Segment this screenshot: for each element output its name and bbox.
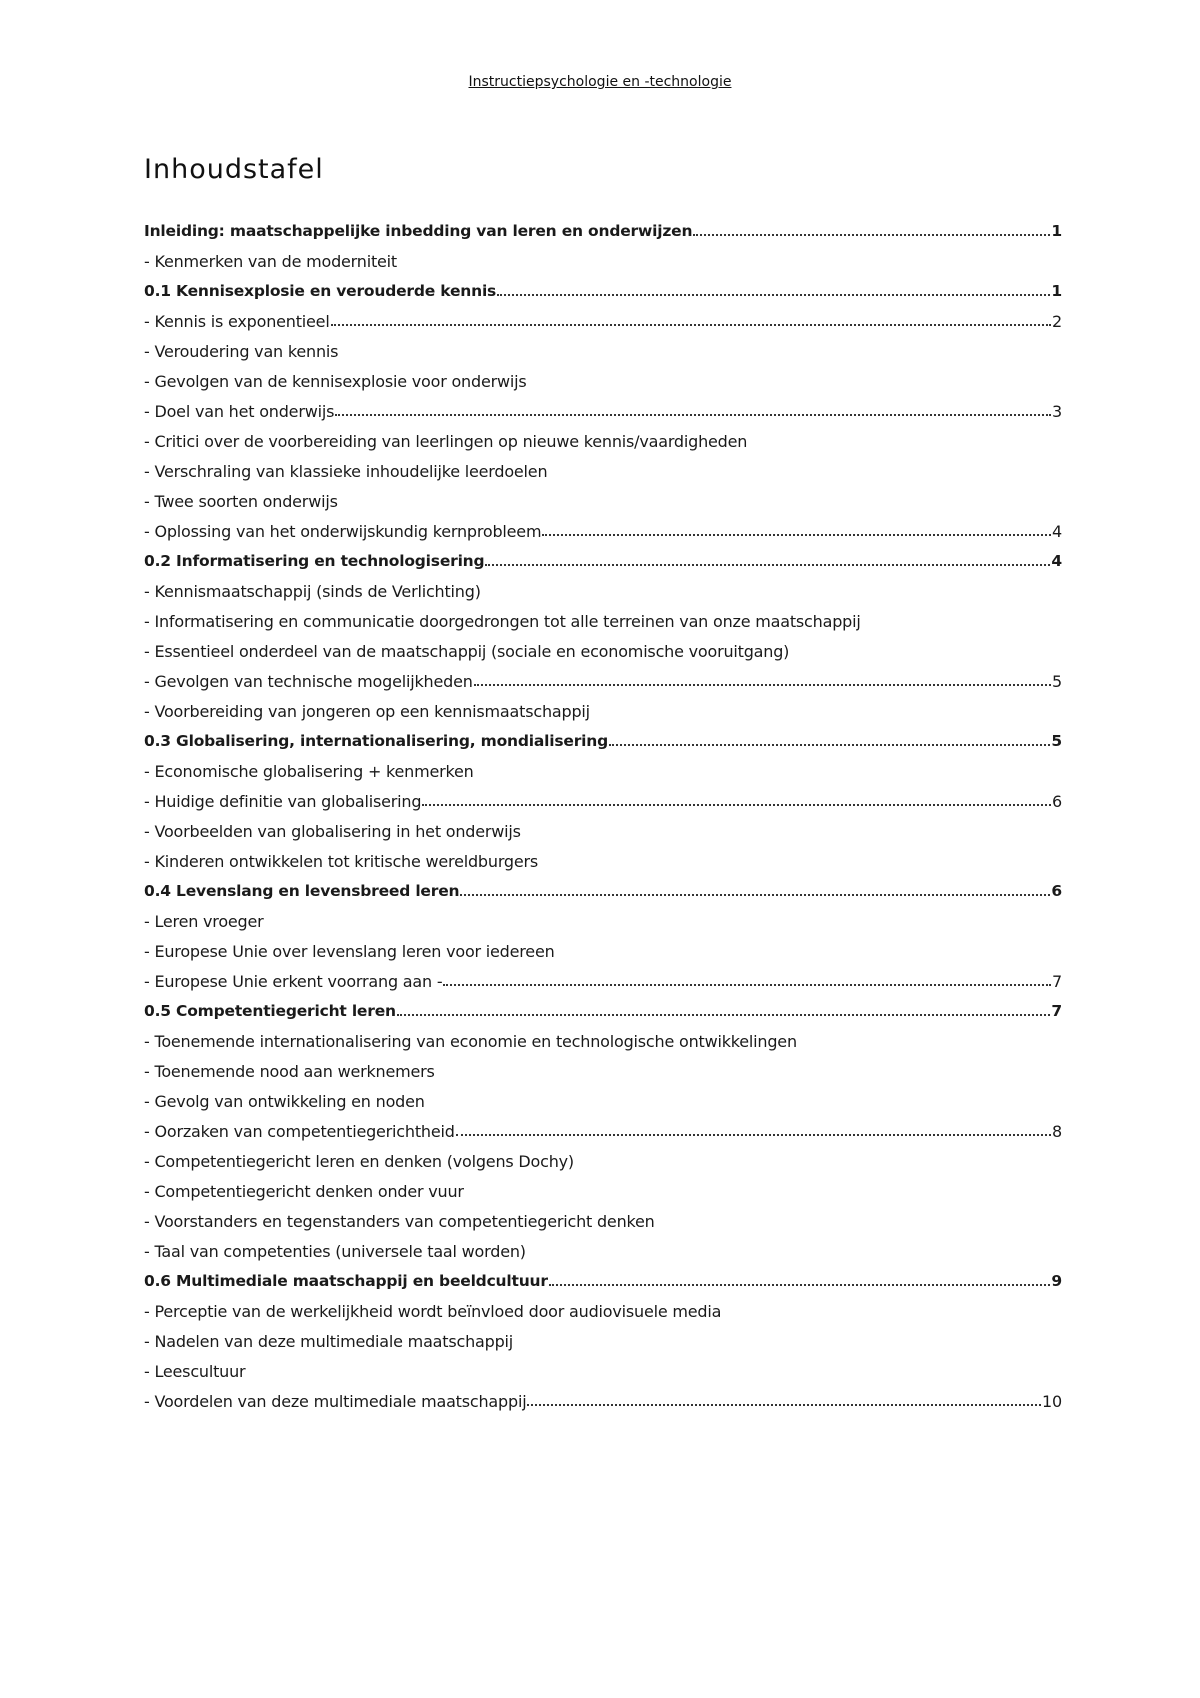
toc-subentry[interactable] [144,1116,1062,1146]
toc-entry-text: - Economische globalisering + kenmerken [144,761,474,781]
toc-subentry[interactable] [144,1026,1062,1056]
toc-entry-text: - Doel van het onderwijs [144,401,335,421]
toc-entry-text: - Oorzaken van competentiegerichtheid [144,1121,455,1141]
toc-entry-text: - Taal van competenties (universele taal worden) [144,1241,526,1261]
toc-entry-text: - Europese Unie erkent voorrang aan - [144,971,443,991]
toc-page-number: 5 [1052,671,1062,691]
toc-entry-text: Inleiding: maatschappelijke inbedding van leren en onderwijzen [144,222,693,240]
toc-page-number: 7 [1052,971,1062,991]
toc-subentry[interactable] [144,1086,1062,1116]
toc-entry-text: - Gevolgen van technische mogelijkheden [144,671,473,691]
toc-subentry[interactable] [144,246,1062,276]
toc-subentry[interactable] [144,606,1062,636]
toc-page-number: 4 [1051,552,1062,570]
toc-subentry[interactable] [144,846,1062,876]
toc-dot-leader [474,668,1051,686]
toc-heading-entry[interactable] [144,996,1062,1026]
toc-dot-leader [609,728,1050,746]
toc-heading-entry[interactable] [144,1266,1062,1296]
toc-entry-text: - Leren vroeger [144,911,264,931]
toc-entry-text: 0.3 Globalisering, internationalisering, mondialisering [144,732,608,750]
toc-entry-text: 0.4 Levenslang en levensbreed leren [144,882,460,900]
toc-subentry[interactable] [144,1386,1062,1416]
toc-page-number: 2 [1052,311,1062,331]
toc-dot-leader [331,308,1051,326]
toc-dot-leader [456,1118,1051,1136]
toc-page-number: 10 [1042,1391,1062,1411]
toc-page-number: 4 [1052,521,1062,541]
toc-entry-text: - Kennis is exponentieel [144,311,330,331]
toc-entry-text: 0.2 Informatisering en technologisering [144,552,485,570]
toc-dot-leader [527,1388,1041,1406]
toc-subentry[interactable] [144,1206,1062,1236]
toc-entry-text: - Europese Unie over levenslang leren voor iedereen [144,941,555,961]
toc-page-number: 6 [1052,791,1062,811]
toc-subentry[interactable] [144,1056,1062,1086]
toc-page-number: 6 [1051,882,1062,900]
toc-page-number: 3 [1052,401,1062,421]
toc-entry-text: 0.5 Competentiegericht leren [144,1002,396,1020]
toc-page-number: 1 [1051,282,1062,300]
toc-subentry[interactable] [144,456,1062,486]
toc-heading-entry[interactable] [144,546,1062,576]
toc-subentry[interactable] [144,786,1062,816]
toc-dot-leader [443,968,1051,986]
table-of-contents [144,216,1062,1416]
running-header: Instructiepsychologie en -technologie [468,74,732,90]
toc-subentry[interactable] [144,576,1062,606]
toc-heading-entry[interactable] [144,216,1062,246]
toc-entry-text: 0.6 Multimediale maatschappij en beeldcultuur [144,1272,548,1290]
toc-entry-text: - Perceptie van de werkelijkheid wordt beïnvloed door audiovisuele media [144,1301,722,1321]
toc-subentry[interactable] [144,696,1062,726]
toc-subentry[interactable] [144,1176,1062,1206]
toc-entry-text: - Voorbeelden van globalisering in het onderwijs [144,821,521,841]
toc-dot-leader [460,878,1050,896]
toc-subentry[interactable] [144,1326,1062,1356]
toc-entry-text: - Toenemende nood aan werknemers [144,1061,435,1081]
toc-entry-text: - Essentieel onderdeel van de maatschappij (sociale en economische vooruitgang) [144,641,790,661]
toc-subentry[interactable] [144,516,1062,546]
toc-subentry[interactable] [144,396,1062,426]
toc-subentry[interactable] [144,366,1062,396]
toc-dot-leader [397,998,1051,1016]
toc-entry-text: - Veroudering van kennis [144,341,339,361]
toc-subentry[interactable] [144,906,1062,936]
toc-subentry[interactable] [144,336,1062,366]
toc-entry-text: - Huidige definitie van globalisering [144,791,422,811]
toc-page-number: 1 [1051,222,1062,240]
toc-dot-leader [549,1268,1051,1286]
toc-subentry[interactable] [144,666,1062,696]
toc-dot-leader [497,278,1050,296]
toc-entry-text: - Gevolgen van de kennisexplosie voor onderwijs [144,371,527,391]
toc-entry-text: - Competentiegericht leren en denken (volgens Dochy) [144,1151,574,1171]
toc-subentry[interactable] [144,486,1062,516]
toc-subentry[interactable] [144,936,1062,966]
toc-subentry[interactable] [144,966,1062,996]
toc-entry-text: - Kennismaatschappij (sinds de Verlichting) [144,581,481,601]
toc-subentry[interactable] [144,426,1062,456]
toc-dot-leader [422,788,1051,806]
toc-entry-text: - Voorstanders en tegenstanders van competentiegericht denken [144,1211,655,1231]
toc-entry-text: - Informatisering en communicatie doorgedrongen tot alle terreinen van onze maatschappij [144,611,861,631]
toc-page-number: 8 [1052,1121,1062,1141]
toc-subentry[interactable] [144,816,1062,846]
toc-title: Inhoudstafel [144,154,324,185]
toc-dot-leader [485,548,1050,566]
toc-subentry[interactable] [144,1356,1062,1386]
toc-entry-text: - Leescultuur [144,1361,246,1381]
toc-dot-leader [693,218,1050,236]
toc-subentry[interactable] [144,636,1062,666]
toc-subentry[interactable] [144,306,1062,336]
toc-entry-text: - Voorbereiding van jongeren op een kennismaatschappij [144,701,590,721]
toc-entry-text: - Voordelen van deze multimediale maatschappij [144,1391,527,1411]
toc-subentry[interactable] [144,1146,1062,1176]
toc-entry-text: - Nadelen van deze multimediale maatschappij [144,1331,514,1351]
toc-dot-leader [542,518,1051,536]
toc-entry-text: - Verschraling van klassieke inhoudelijke leerdoelen [144,461,548,481]
toc-entry-text: - Kenmerken van de moderniteit [144,251,397,271]
toc-entry-text: - Kinderen ontwikkelen tot kritische wereldburgers [144,851,539,871]
toc-heading-entry[interactable] [144,726,1062,756]
toc-entry-text: - Oplossing van het onderwijskundig kernprobleem [144,521,542,541]
toc-subentry[interactable] [144,1236,1062,1266]
toc-entry-text: - Gevolg van ontwikkeling en noden [144,1091,425,1111]
toc-dot-leader [335,398,1051,416]
toc-page-number: 5 [1051,732,1062,750]
toc-page-number: 7 [1051,1002,1062,1020]
toc-heading-entry[interactable] [144,276,1062,306]
toc-entry-text: - Critici over de voorbereiding van leerlingen op nieuwe kennis/vaardigheden [144,431,748,451]
toc-entry-text: 0.1 Kennisexplosie en verouderde kennis [144,282,497,300]
toc-entry-text: - Toenemende internationalisering van economie en technologische ontwikkelingen [144,1031,797,1051]
toc-page-number: 9 [1051,1272,1062,1290]
toc-entry-text: - Competentiegericht denken onder vuur [144,1181,464,1201]
toc-subentry[interactable] [144,756,1062,786]
toc-entry-text: - Twee soorten onderwijs [144,491,338,511]
toc-heading-entry[interactable] [144,876,1062,906]
toc-subentry[interactable] [144,1296,1062,1326]
